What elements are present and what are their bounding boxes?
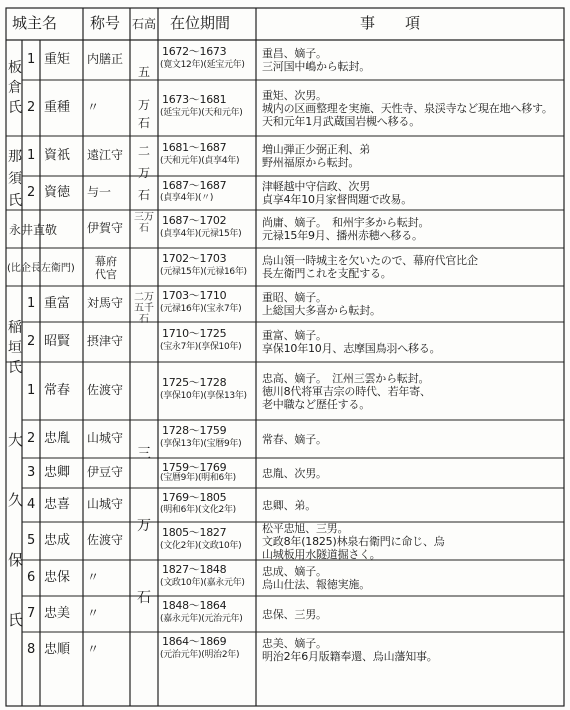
reign-years: 1687～1687: [162, 179, 227, 192]
row-number: 2: [27, 185, 36, 200]
lord-name: 忠美: [44, 606, 71, 621]
reign-era-names: (享保13年)(宝暦9年): [160, 439, 242, 449]
row-number: 2: [27, 431, 36, 446]
reign-years: 1805～1827: [162, 526, 227, 539]
reign-years: 1864～1869: [162, 635, 227, 648]
lord-title: 対馬守: [87, 296, 124, 310]
remark-line: 忠美、嫡子。: [262, 637, 327, 650]
remark-line: 貞享4年10月家督問題で改易。: [262, 193, 412, 206]
remark-line: 三河国中嶋から転封。: [262, 60, 370, 73]
row-number: 2: [27, 334, 36, 349]
lord-title: 与一: [87, 185, 112, 199]
lord-title: 伊賀守: [87, 221, 124, 235]
row-number: 3: [27, 465, 36, 480]
remark-line: 享保10年10月、志摩国鳥羽へ移る。: [262, 342, 441, 355]
remark-line: 忠成、嫡子。: [262, 565, 327, 578]
lord-title: 伊豆守: [87, 465, 124, 479]
remark-line: 重昭、嫡子。: [262, 291, 327, 304]
clan-okubo: 大久保氏: [8, 431, 24, 629]
lord-title: 摂津守: [87, 334, 124, 348]
lord-title: 〃: [87, 642, 100, 656]
lord-name: 忠保: [44, 570, 71, 585]
reign-years: 1673～1681: [162, 93, 227, 106]
clan-nasu: 那須氏: [8, 149, 22, 209]
reign-era-names: (寛文12年)(延宝元年): [160, 60, 245, 70]
remark-line: 元禄15年9月、播州赤穂へ移る。: [262, 229, 423, 242]
remark-line: 津軽越中守信政、次男: [262, 180, 370, 193]
reign-era-names: (嘉永元年)(元治元年): [160, 614, 243, 624]
stipend-itakura-a: 五: [137, 65, 150, 79]
row-number: 2: [27, 100, 36, 115]
remark-line: 尚庸、嫡子。 和州宇多から転封。: [262, 216, 430, 229]
remark-line: 明治2年6月版籍奉還、烏山藩知事。: [262, 650, 438, 663]
reign-era-names: (貞享4年)(元禄15年): [160, 229, 242, 239]
remark-line: 重矩、次男。: [262, 88, 327, 102]
reign-years: 1728～1759: [162, 424, 227, 437]
remark-line: 烏山仕法、報徳実施。: [262, 578, 370, 591]
lord-title: 遠江守: [87, 148, 124, 162]
remark-line: 忠卿、弟。: [262, 498, 316, 512]
lord-name: 常春: [44, 383, 71, 398]
reign-era-names: (元禄15年)(元禄16年): [160, 267, 247, 277]
lord-name: 資徳: [44, 185, 71, 200]
reign-years: 1769～1805: [162, 491, 227, 504]
reign-era-names: (宝永7年)(享保10年): [160, 342, 242, 352]
lord-name: 忠成: [44, 533, 71, 548]
lord-title: 山城守: [87, 497, 124, 511]
hiraoka-note: (比企長左衛門): [7, 263, 75, 274]
stipend-nasu: 二万石: [137, 144, 150, 202]
remark-line: 老中職など歴任する。: [262, 397, 370, 411]
remark-line: 重富、嫡子。: [262, 329, 327, 342]
lord-title: 〃: [87, 100, 100, 114]
reign-era-names: (貞享4年)(〃): [160, 193, 214, 203]
reign-years: 1759～1769: [162, 461, 227, 474]
lord-name: 昭賢: [44, 334, 71, 349]
lord-title: 佐渡守: [87, 383, 124, 397]
header-title: 称号: [90, 14, 121, 32]
lord-name: 重矩: [44, 52, 71, 67]
lord-name: 重種: [44, 100, 71, 115]
reign-years: 1725～1728: [162, 376, 227, 389]
remark-line: 野州福原から転封。: [262, 156, 360, 169]
reign-era-names: (享保10年)(享保13年): [160, 391, 247, 401]
remark-line: 忠高、嫡子。 江州三雲から転封。: [262, 371, 430, 385]
reign-era-names: (文政10年)(嘉永元年): [160, 578, 245, 588]
header-stipend: 石高: [132, 17, 157, 31]
header-remarks: 事 項: [360, 14, 421, 32]
header-period: 在位期間: [170, 14, 231, 32]
row-number: 7: [27, 606, 36, 621]
row-number: 6: [27, 570, 36, 585]
remark-line: 松平忠旭、三男。: [262, 521, 349, 535]
remark-line: 烏山領一時城主を欠いたので、幕府代官比企: [262, 254, 478, 267]
reign-years: 1702～1703: [162, 252, 227, 265]
remark-line: 長左衛門これを支配する。: [262, 267, 392, 280]
reign-years: 1710～1725: [162, 327, 227, 340]
remark-line: 徳川8代将軍吉宗の時代、若年寄、: [262, 384, 431, 398]
reign-years: 1848～1864: [162, 599, 227, 612]
remark-line: 常春、嫡子。: [262, 432, 327, 446]
reign-years: 1672～1673: [162, 45, 227, 58]
remark-line: 城内の区画整理を実施、天性寺、泉渓寺など現在地へ移す。: [262, 101, 553, 115]
stipend-nagai: 三万石: [134, 212, 154, 234]
row-number: 1: [27, 383, 36, 398]
remark-line: 山城板用水隧道掘さく。: [262, 547, 381, 561]
reign-era-names: (明和6年)(文化2年): [160, 505, 236, 515]
remark-line: 増山弾正少弼正利、弟: [262, 143, 370, 156]
header-lord: 城主名: [12, 14, 58, 32]
reign-era-names: (文化2年)(文政10年): [160, 541, 242, 551]
remark-line: 忠保、三男。: [262, 607, 327, 621]
lord-name: 忠喜: [44, 497, 71, 512]
lord-name: 忠胤: [44, 431, 71, 446]
reign-years: 1687～1702: [162, 214, 227, 227]
row-number: 4: [27, 497, 36, 512]
row-number: 1: [27, 296, 36, 311]
row-number: 1: [27, 52, 36, 67]
reign-era-names: (元禄16年)(宝永7年): [160, 304, 242, 314]
lord-title: 〃: [87, 606, 100, 620]
lord-title: 幕府代官: [95, 255, 117, 281]
lord-name: 重富: [44, 296, 71, 311]
remark-line: 天和元年1月武蔵国岩槻へ移る。: [262, 114, 420, 128]
row-number: 8: [27, 642, 36, 657]
clan-itakura: 板倉氏: [8, 60, 22, 116]
lord-title: 佐渡守: [87, 533, 124, 547]
reign-era-names: (元治元年)(明治2年): [160, 650, 240, 660]
reign-era-names: (宝暦9年)(明和6年): [160, 473, 236, 483]
row-number: 1: [27, 148, 36, 163]
remark-line: 重昌、嫡子。: [262, 47, 327, 60]
lord-name: 忠順: [44, 642, 71, 657]
reign-years: 1703～1710: [162, 289, 227, 302]
lord-name: 忠卿: [44, 465, 71, 480]
reign-era-names: (延宝元年)(天和元年): [160, 108, 243, 118]
remark-line: 文政8年(1825)林泉右衛門に命じ、烏: [262, 534, 445, 548]
stipend-okubo: 三万石: [137, 446, 151, 606]
lord-title: 山城守: [87, 431, 124, 445]
stipend-inagaki: 二万五千石: [134, 292, 154, 325]
remark-line: 忠胤、次男。: [262, 466, 327, 480]
lord-name: 資祇: [44, 148, 71, 163]
remark-line: 上総国大多喜から転封。: [262, 304, 381, 317]
lord-nagai-naohiro: 永井直敬: [9, 223, 58, 237]
reign-years: 1827～1848: [162, 563, 227, 576]
lord-title: 内膳正: [87, 52, 124, 66]
reign-era-names: (天和元年)(貞享4年): [160, 156, 240, 166]
stipend-itakura-b: 万石: [137, 98, 150, 130]
reign-years: 1681～1687: [162, 141, 227, 154]
row-number: 5: [27, 533, 36, 548]
lord-title: 〃: [87, 570, 100, 584]
clan-inagaki: 稲垣氏: [8, 320, 22, 376]
